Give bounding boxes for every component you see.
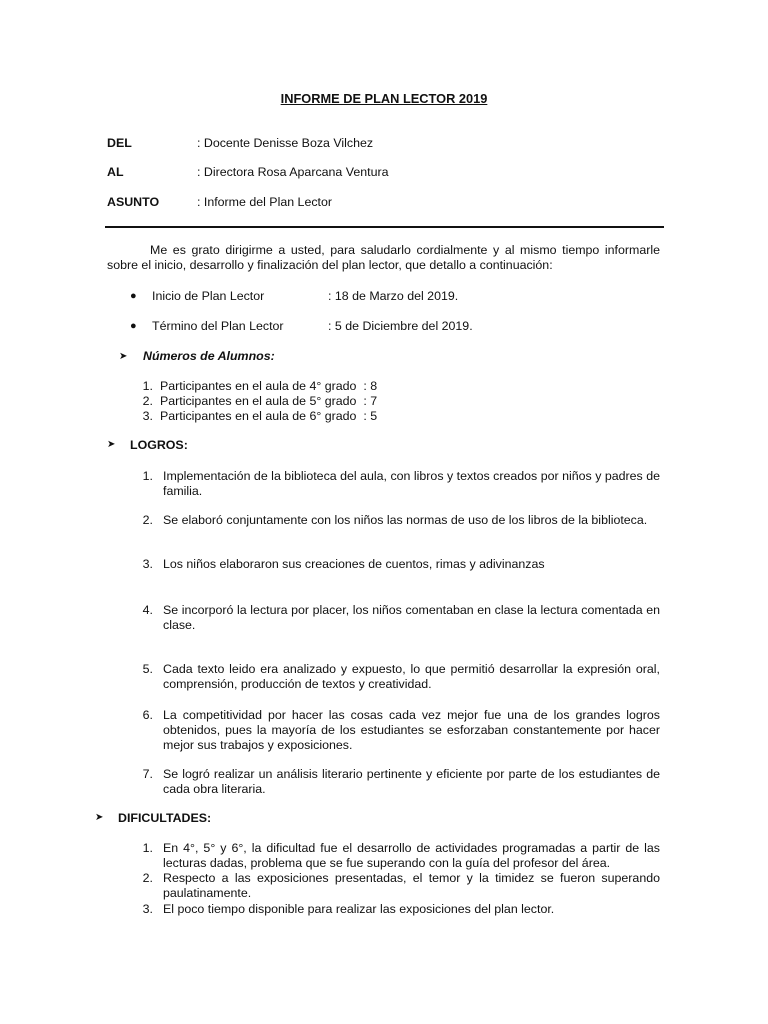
bullet-termino-value: : 5 de Diciembre del 2019. xyxy=(328,319,473,333)
logros-num: 6. xyxy=(142,708,153,722)
logros-num: 7. xyxy=(142,767,153,781)
dificultades-item: En 4°, 5° y 6°, la dificultad fue el desarrollo de actividades programadas a partir de las lecturas dadas, problema que se fue superando con la guía del profesor del área. xyxy=(163,841,660,870)
bullet-icon: ● xyxy=(130,290,137,302)
dificultades-num: 3. xyxy=(142,902,153,916)
logros-heading: LOGROS: xyxy=(130,438,188,452)
alumnos-heading: Números de Alumnos: xyxy=(143,349,275,363)
al-label: AL xyxy=(107,165,124,179)
logros-num: 1. xyxy=(142,469,153,483)
logros-item: Implementación de la biblioteca del aula, con libros y textos creados por niños y padres de familia. xyxy=(163,469,660,498)
bullet-inicio-value: : 18 de Marzo del 2019. xyxy=(328,289,459,303)
logros-num: 2. xyxy=(142,513,153,527)
logros-item: Se incorporó la lectura por placer, los niños comentaban en clase la lectura comentada en clase. xyxy=(163,603,660,632)
arrow-bullet-icon: ➤ xyxy=(95,812,104,823)
alumnos-num: 2. xyxy=(142,394,153,408)
al-value: : Directora Rosa Aparcana Ventura xyxy=(197,165,389,179)
intro-paragraph: Me es grato dirigirme a usted, para saludarlo cordialmente y al mismo tiempo informarle sobre el inicio, desarrollo y finalización del plan lector, que detallo a continuación: xyxy=(107,243,660,272)
logros-item: Cada texto leido era analizado y expuesto, lo que permitió desarrollar la expresión oral, comprensión, producción de textos y creatividad. xyxy=(163,662,660,691)
header-divider xyxy=(105,226,664,228)
bullet-inicio-label: Inicio de Plan Lector xyxy=(152,289,265,303)
dificultades-item: El poco tiempo disponible para realizar las exposiciones del plan lector. xyxy=(163,902,555,916)
document-title: INFORME DE PLAN LECTOR 2019 xyxy=(280,91,488,106)
dificultades-num: 1. xyxy=(142,841,153,855)
del-value: : Docente Denisse Boza Vilchez xyxy=(197,136,374,150)
logros-num: 5. xyxy=(142,662,153,676)
alumnos-item: Participantes en el aula de 6° grado : 5 xyxy=(160,409,378,423)
logros-num: 4. xyxy=(142,603,153,617)
alumnos-item: Participantes en el aula de 4° grado : 8 xyxy=(160,379,378,393)
arrow-bullet-icon: ➤ xyxy=(119,351,128,362)
alumnos-num: 1. xyxy=(142,379,153,393)
asunto-label: ASUNTO xyxy=(107,195,160,209)
dificultades-item: Respecto a las exposiciones presentadas, el temor y la timidez se fueron superando paulatinamente. xyxy=(163,871,660,900)
logros-item: La competitividad por hacer las cosas cada vez mejor fue una de los grandes logros obtenidos, pues la mayoría de los estudiantes se esforzaban constantemente por hacer mejor sus trabajos y exposiciones. xyxy=(163,708,660,752)
logros-item: Se logró realizar un análisis literario pertinente y eficiente por parte de los estudiantes de cada obra literaria. xyxy=(163,767,660,796)
asunto-value: : Informe del Plan Lector xyxy=(197,195,332,209)
logros-item: Los niños elaboraron sus creaciones de cuentos, rimas y adivinanzas xyxy=(163,557,545,571)
bullet-icon: ● xyxy=(130,320,137,332)
logros-item: Se elaboró conjuntamente con los niños las normas de uso de los libros de la biblioteca. xyxy=(163,513,648,527)
del-label: DEL xyxy=(107,136,132,150)
dificultades-heading: DIFICULTADES: xyxy=(118,811,212,825)
bullet-termino-label: Término del Plan Lector xyxy=(152,319,284,333)
alumnos-num: 3. xyxy=(142,409,153,423)
dificultades-num: 2. xyxy=(142,871,153,885)
alumnos-item: Participantes en el aula de 5° grado : 7 xyxy=(160,394,378,408)
logros-num: 3. xyxy=(142,557,153,571)
arrow-bullet-icon: ➤ xyxy=(107,439,116,450)
